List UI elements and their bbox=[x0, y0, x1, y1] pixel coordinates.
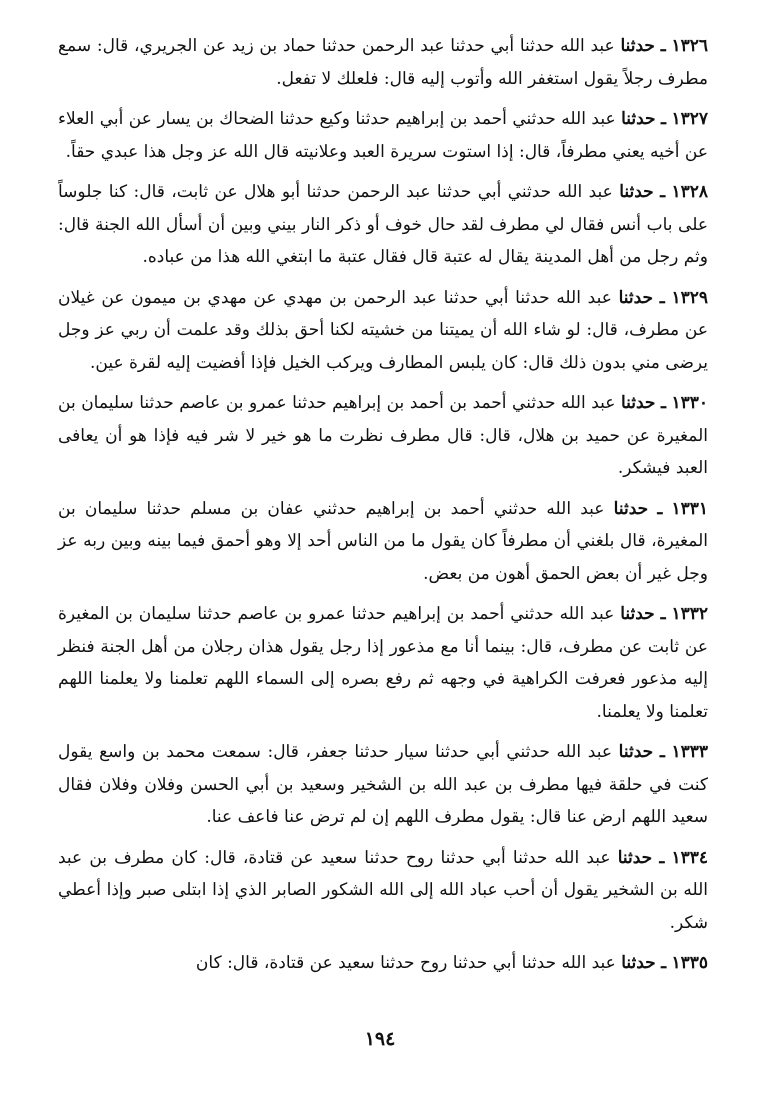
entry-text: عبد الله حدثني أحمد بن إبراهيم حدثنا وكيع حدثنا الضحاك بن يسار عن أبي العلاء عن أخيه يعني مطرفاً، قال: إذا استوت سريرة العبد وعلانيته قال الله عز وجل هذا عبدي حقاً. bbox=[58, 109, 708, 162]
entry-number: ١٣٢٩ bbox=[671, 287, 709, 308]
entry-lead: حدثنا bbox=[621, 109, 656, 129]
hadith-entry-1331 bbox=[58, 493, 708, 591]
entry-number: ١٣٣٥ bbox=[671, 953, 708, 973]
entry-text: عبد الله حدثني أبي حدثنا عبد الرحمن حدثنا أبو هلال عن ثابت، قال: كنا جلوساً على باب أنس فقال لي مطرف لقد حال خوف أو ذكر النار بيني وبين أن أسأل الله الجنة قال: وثم رجل من أهل المدينة يقال له عتبة قال فقال عتبة ما ابتغي الله هذا من عباده. bbox=[58, 182, 708, 267]
entry-text: عبد الله حدثني أحمد بن أحمد بن إبراهيم حدثنا عمرو بن عاصم حدثنا سليمان بن المغيرة عن حميد بن هلال، قال: قال مطرف نظرت ما هو خير لا شر فيه فإذا هو أن يعافى العبد فيشكر. bbox=[58, 393, 708, 478]
entry-number: ١٣٢٧ bbox=[671, 109, 708, 129]
entry-text: عبد الله حدثني أحمد بن إبراهيم حدثني عفان بن مسلم حدثنا سليمان بن المغيرة، قال بلغني أن مطرفاً كان يقول ما من الناس أحد إلا وهو أحمق فيما بينه وبين ربه عز وجل غير أن بعض الحمق أهون من بعض. bbox=[58, 498, 708, 584]
hadith-entry-1328 bbox=[58, 176, 708, 274]
entry-dash: ـ bbox=[659, 742, 665, 762]
entry-dash: ـ bbox=[661, 109, 666, 129]
entry-dash: ـ bbox=[660, 393, 666, 413]
entry-lead: حدثنا bbox=[618, 742, 654, 762]
entry-number: ١٣٣٤ bbox=[671, 847, 709, 868]
entry-text: عبد الله حدثني أحمد بن إبراهيم حدثنا عمرو بن عاصم حدثنا سليمان بن المغيرة عن ثابت عن مطرف، قال: بينما أنا مع مذعور إذا رجل يقول هذان رجلان من أهل الجنة فنظر إليه مذعور فعرفت الكراهية في وجهه ثم رفع بصره إلى السماء اللهم تعلمنا ولا يعلمنا اللهم تعلمنا ولا يعلمنا. bbox=[58, 604, 708, 722]
hadith-entry-1333 bbox=[58, 736, 708, 834]
entry-dash: ـ bbox=[659, 847, 665, 868]
hadith-entry-1326 bbox=[58, 30, 708, 95]
entry-dash: ـ bbox=[657, 498, 663, 519]
entry-dash: ـ bbox=[660, 604, 666, 624]
entry-lead: حدثنا bbox=[620, 393, 656, 413]
entry-dash: ـ bbox=[660, 36, 666, 56]
entry-number: ١٣٢٨ bbox=[671, 182, 708, 202]
entry-number: ١٣٣٠ bbox=[671, 393, 708, 413]
entry-dash: ـ bbox=[660, 182, 666, 202]
hadith-entry-1334 bbox=[58, 842, 708, 940]
hadith-entry-1327 bbox=[58, 103, 708, 168]
entry-text: عبد الله حدثنا أبي حدثنا روح حدثنا سعيد عن قتادة، قال: كان مطرف بن عبد الله بن الشخير يقول أن أحب عباد الله إلى الله الشكور الصابر الذي إذا ابتلى صبر وإذا أعطي شكر. bbox=[58, 847, 708, 933]
entry-lead: حدثنا bbox=[620, 36, 655, 56]
entry-number: ١٣٢٦ bbox=[671, 36, 708, 56]
entry-number: ١٣٣٢ bbox=[671, 604, 709, 624]
entry-lead: حدثنا bbox=[619, 182, 654, 202]
entry-lead: حدثنا bbox=[617, 847, 653, 868]
entry-lead: حدثنا bbox=[613, 498, 649, 519]
entry-dash: ـ bbox=[659, 287, 665, 308]
entry-lead: حدثنا bbox=[620, 604, 655, 624]
page-number: ١٩٤ bbox=[364, 1028, 396, 1050]
entry-text: عبد الله حدثنا أبي حدثنا عبد الرحمن حدثنا حماد بن زيد عن الجريري، قال: سمع مطرف رجلاً يقول استغفر الله وأتوب إليه قال: فلعلك لا تفعل. bbox=[58, 36, 708, 89]
entry-lead: حدثنا bbox=[618, 287, 654, 308]
entry-text: عبد الله حدثنا أبي حدثنا عبد الرحمن بن مهدي عن مهدي بن ميمون عن غيلان عن مطرف، قال: لو شاء الله أن يميتنا من خشيته لكنا أحق بذلك وقد علمت أن ربي عز وجل يرضى مني بدون ذلك قال: كان يلبس المطارف ويركب الخيل فإذا أفضيت إليه لقرة عين. bbox=[58, 287, 708, 373]
hadith-entry-1332 bbox=[58, 598, 708, 728]
hadith-entry-1329 bbox=[58, 282, 708, 380]
entry-number: ١٣٣١ bbox=[671, 498, 709, 519]
hadith-entry-1330 bbox=[58, 387, 708, 485]
hadith-entry-1335 bbox=[58, 947, 708, 980]
entry-text: عبد الله حدثني أبي حدثنا سيار حدثنا جعفر، قال: سمعت محمد بن واسع يقول كنت في حلقة فيها مطرف بن عبد الله بن الشخير وسعيد بن أبي الحسن وفلان وفلان فقال سعيد اللهم ارض عنا قال: يقول مطرف اللهم إن لم ترض عنا فاعف عنا. bbox=[58, 742, 708, 827]
entry-text: عبد الله حدثنا أبي حدثنا روح حدثنا سعيد عن قتادة، قال: كان bbox=[195, 953, 616, 973]
entry-number: ١٣٣٣ bbox=[671, 742, 709, 762]
entry-lead: حدثنا bbox=[621, 953, 656, 973]
entry-dash: ـ bbox=[661, 953, 667, 973]
